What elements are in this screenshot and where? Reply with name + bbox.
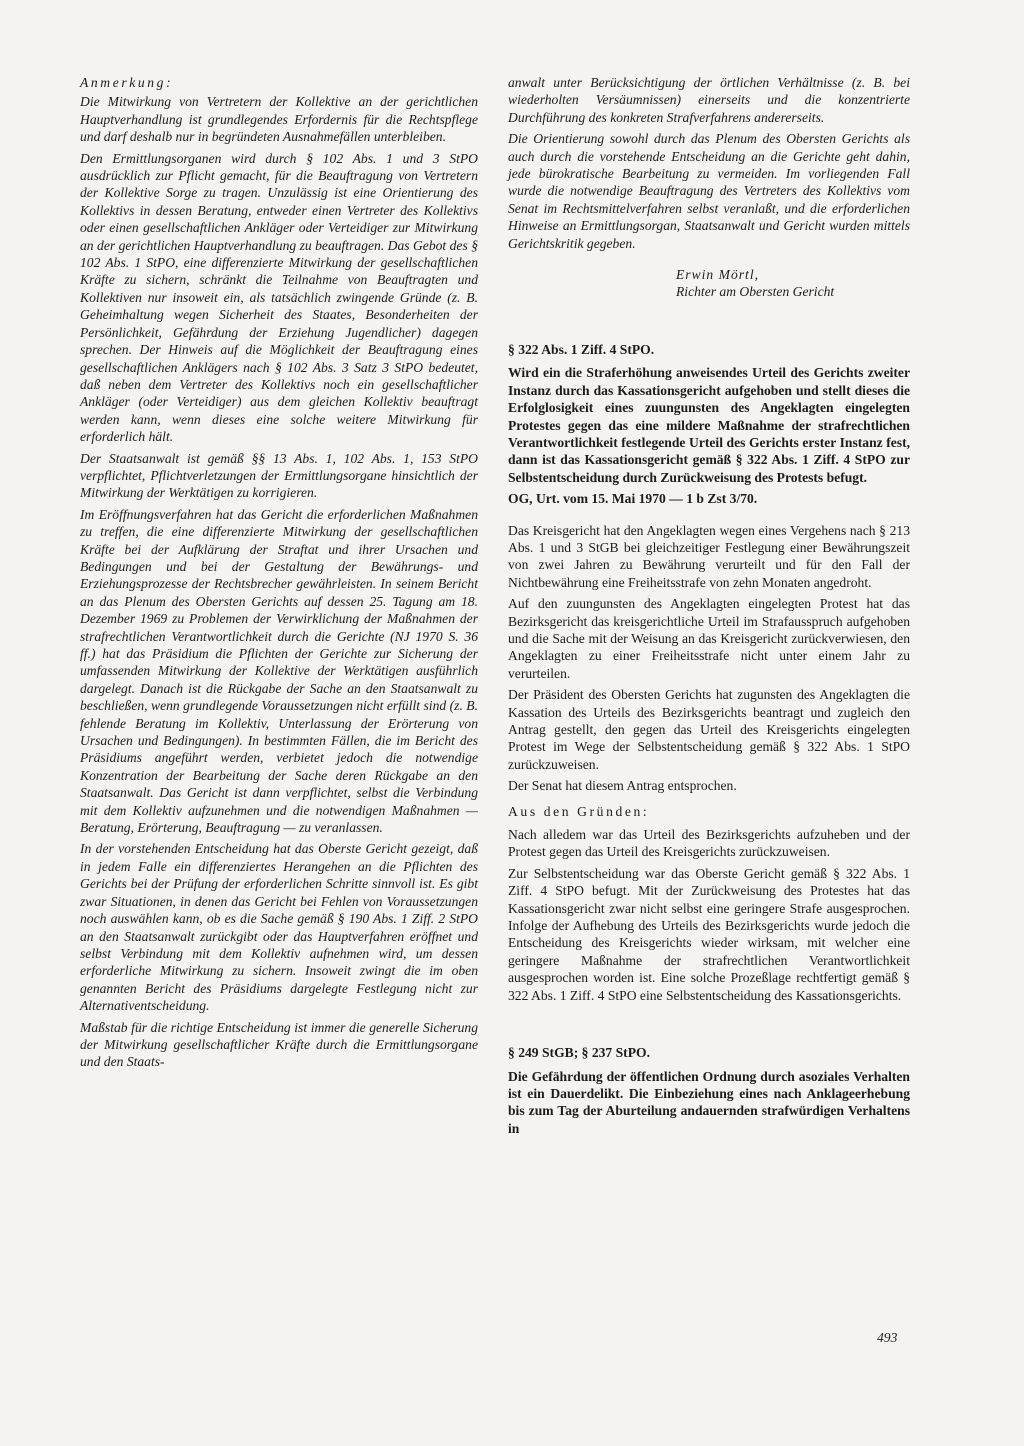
gruende-heading: Aus den Gründen: — [508, 803, 650, 819]
paragraph: Nach alledem war das Urteil des Bezirksgerichts aufzuheben und der Protest gegen das Urteil des Kreisgerichts zurückzuweisen. — [508, 827, 910, 860]
paragraph: Im Eröffnungsverfahren hat das Gericht die erforderlichen Maßnahmen zu treffen, die eine differenzierte Mitwirkung der gesellschaftlichen Kräfte bei der Aufklärung der Straftat und ihrer Ursachen und Bedingungen und bei der Gestaltung der Bewährungs- und Erziehungsprozesse der Rechtsbrecher gewährleisten. In seinem Bericht an das Plenum des Obersten Gerichts auf dessen 25. Tagung am 18. Dezember 1969 zu Problemen der Verwirklichung der Maßnahmen der strafrechtlichen Verantwortlichkeit durch die Gerichte (NJ 1970 S. 36 ff.) hat das Präsidium die Pflichten der Gerichte zur Sicherung der umfassenden Mitwirkung der Kollektive der Werktätigen ausführlich dargelegt. Danach ist die Rückgabe der Sache an den Staatsanwalt zu beschließen, wenn grundlegende Voraussetzungen nicht erfüllt sind (z. B. fehlende Beratung im Kollektiv, Unterlassung der Erörterung von Ursachen und Bedingungen). In bestimmten Fällen, die im Bericht des Präsidiums angeführt werden, verbietet jedoch die notwendige Konzentration der Bearbeitung der Sache deren Rückgabe an den Staatsanwalt. Das Gericht ist dann verpflichtet, selbst die Verbindung mit dem Kollektiv aufzunehmen und die notwendigen Maßnahmen — Beratung, Erörterung, Beauftragung — zu veranlassen. — [80, 506, 478, 836]
section-heading: § 322 Abs. 1 Ziff. 4 StPO. — [508, 341, 655, 357]
right-column — [508, 74, 910, 1141]
paragraph: Der Senat hat diesem Antrag entsprochen. — [508, 778, 737, 794]
paragraph: Zur Selbstentscheidung war das Oberste Gericht gemäß § 322 Abs. 1 Ziff. 4 StPO befugt. Mit der Zurückweisung des Protestes hat das Kassationsgericht zwar nicht selbst eine geringere Strafe ausgesprochen. Infolge der Aufhebung des Urteils des Bezirksgerichts wurde jedoch die Entscheidung des Kreisgerichts wieder wirksam, mit welcher eine geringere Maßnahme der strafrechtlichen Verantwortlichkeit ausgesprochen worden ist. Eine solche Prozeßlage rechtfertigt gemäß § 322 Abs. 1 Ziff. 4 StPO eine Selbstentscheidung des Kassationsgerichts. — [508, 865, 910, 1003]
left-column — [80, 74, 478, 1075]
paragraph: Das Kreisgericht hat den Angeklagten wegen eines Vergehens nach § 213 Abs. 1 und 3 StGB bei gleichzeitiger Festlegung einer Bewährungszeit von zwei Jahren zu Bewährung verurteilt und für den Fall der Nichtbewährung eine Freiheitsstrafe von zehn Monaten angedroht. — [508, 522, 910, 590]
paragraph: anwalt unter Berücksichtigung der örtlichen Verhältnisse (z. B. bei wiederholten Versäumnissen) einerseits und die konzentrierte Durchführung des konkreten Strafverfahrens andererseits. — [508, 75, 910, 125]
leitsatz: Wird ein die Straferhöhung anweisendes Urteil des Gerichts zweiter Instanz durch das Kassationsgericht aufgehoben und stellt dieses die Erfolglosigkeit eines zuungunsten des Angeklagten eingelegten Protestes gegen das eine mildere Maßnahme der strafrechtlichen Verantwortlichkeit festlegende Urteil des Gerichts erster Instanz fest, dann ist das Kassationsgericht gemäß § 322 Abs. 1 Ziff. 4 StPO zur Selbstentscheidung durch Zurückweisung des Protests befugt. — [508, 365, 910, 485]
anmerkung-heading: Anmerkung: — [80, 75, 174, 90]
page-number: 493 — [877, 1330, 898, 1345]
paragraph: Die Orientierung sowohl durch das Plenum des Obersten Gerichts als auch durch die vorstehende Entscheidung an die Gerichte geht dahin, jede bürokratische Bearbeitung zu vermeiden. Im vorliegenden Fall wurde die notwendige Beauftragung des Vertreters des Kollektivs vom Senat im Rechtsmittelverfahren selbst veranlaßt, und die erforderlichen Hinweise an Ermittlungsorgan, Staatsanwalt und Gericht wurden mittels Gerichtskritik gegeben. — [508, 131, 910, 251]
signature-name: Erwin Mörtl, — [676, 267, 759, 283]
paragraph: Die Mitwirkung von Vertretern der Kollektive an der gerichtlichen Hauptverhandlung ist grundlegendes Erfordernis für die Rechtspflege und darf deshalb nur in begründeten Ausnahmefällen unterbleiben. — [80, 94, 478, 145]
paragraph: Den Ermittlungsorganen wird durch § 102 Abs. 1 und 3 StPO ausdrücklich zur Pflicht gemacht, für die Beauftragung von Vertretern der Kollektive Sorge zu tragen. Unzulässig ist eine Orientierung des Kollektivs in dessen Beratung, entweder einen Vertreter des Kollektivs oder einen gesellschaftlichen Ankläger oder Verteidiger zur Mitwirkung an der gerichtlichen Hauptverhandlung zu beauftragen. Das Gebot des § 102 Abs. 1 StPO, eine differenzierte Mitwirkung der gesellschaftlichen Kräfte zu sichern, schränkt die Teilnahme von Beauftragten und Kollektiven nur insoweit ein, als tatsächlich zwingende Gründe (z. B. Geheimhaltung wegen Sicherheit des Staates, Besonderheiten der Persönlichkeit, Gefährdung der Erziehung Jugendlicher) dagegen sprechen. Der Hinweis auf die Möglichkeit der Beauftragung eines gesellschaftlichen Anklägers nach § 102 Abs. 3 Satz 3 StPO bedeutet, daß neben dem Vertreter des Kollektivs noch ein gesellschaftlicher Ankläger (oder Verteidiger) aus dem gleichen Kollektiv beauftragt werden kann, wenn dieses eine solche weitere Mitwirkung für erforderlich hält. — [80, 150, 478, 445]
paragraph: Der Staatsanwalt ist gemäß §§ 13 Abs. 1, 102 Abs. 1, 153 StPO verpflichtet, Pflichtverletzungen der Ermittlungsorgane hinsichtlich der Mitwirkung der Werktätigen zu korrigieren. — [80, 450, 478, 501]
paragraph: In der vorstehenden Entscheidung hat das Oberste Gericht gezeigt, daß in jedem Falle ein differenziertes Herangehen an die Pflichten des Gerichts bei der Prüfung der erforderlichen Schritte sinnvoll ist. Es gibt zwar Situationen, in denen das Gericht bei Fehlen von Voraussetzungen noch auswählen kann, ob es die Sache gemäß § 190 Abs. 1 Ziff. 2 StPO an den Staatsanwalt zurückgibt oder das Hauptverfahren eröffnet und selbst Verbindung mit dem Kollektiv aufnehmen wird, um dessen erforderliche Mitwirkung zu sichern. Insoweit zwingt die im oben genannten Bericht des Präsidiums dargelegte Festlegung nicht zur Alternativentscheidung. — [80, 841, 478, 1014]
case-reference: OG, Urt. vom 15. Mai 1970 — 1 b Zst 3/70. — [508, 491, 758, 507]
signature-title: Richter am Obersten Gericht — [676, 284, 835, 300]
leitsatz: Die Gefährdung der öffentlichen Ordnung durch asoziales Verhalten ist ein Dauerdelikt. Die Einbeziehung eines nach Anklageerhebung bis zum Tag der Aburteilung andauernden strafwürdigen Verhaltens in — [508, 1068, 910, 1136]
paragraph: Der Präsident des Obersten Gerichts hat zugunsten des Angeklagten die Kassation des Urteils des Bezirksgerichts beantragt und zugleich den Antrag gestellt, den gegen das Urteil des Kreisgerichts eingelegten Protest im Wege der Selbstentscheidung gemäß § 322 Abs. 1 StPO zurückzuweisen. — [508, 687, 910, 772]
paragraph: Maßstab für die richtige Entscheidung ist immer die generelle Sicherung der Mitwirkung gesellschaftlicher Kräfte durch die Ermittlungsorgane und den Staats- — [80, 1019, 478, 1070]
paragraph: Auf den zuungunsten des Angeklagten eingelegten Protest hat das Bezirksgericht das kreisgerichtliche Urteil im Strafausspruch aufgehoben und die Sache mit der Weisung an das Kreisgericht zurückverwiesen, den Angeklagten zu einer Freiheitsstrafe nicht unter einem Jahr zu verurteilen. — [508, 596, 910, 681]
section-heading: § 249 StGB; § 237 StPO. — [508, 1045, 650, 1061]
